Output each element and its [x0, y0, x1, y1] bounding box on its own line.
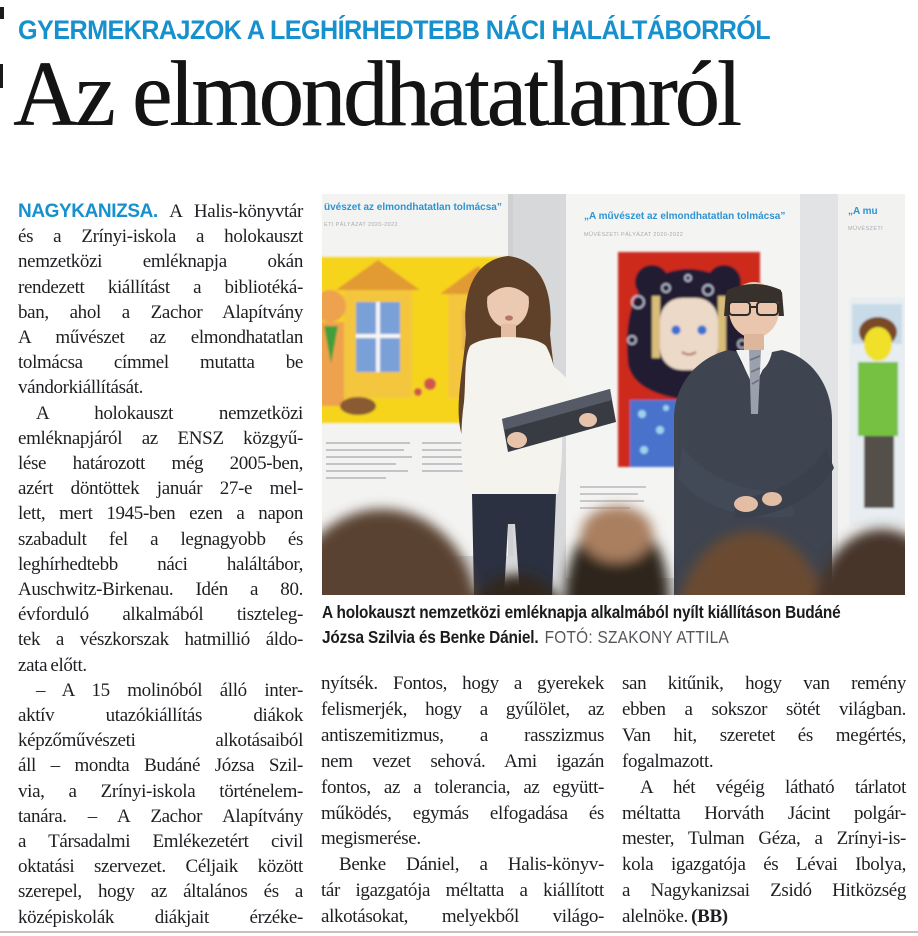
- banner-subtitle-left: ETI PÁLYÁZAT 2020-2022: [324, 222, 398, 228]
- caption-line2: Józsa Szilvia és Benke Dániel.: [322, 627, 539, 647]
- body-line: mester, Tulman Géza, a Zrínyi-is-: [622, 828, 906, 850]
- body-line: rendezett kiállítást a bibliotéká-: [18, 276, 303, 298]
- body-line: áll – mondta Budáné Józsa Szil-: [18, 755, 303, 777]
- body-line: via, a Zrínyi-iskola történelem-: [18, 780, 303, 802]
- body-line: nemzetközi emléknapja okán: [18, 251, 303, 273]
- body-line: középiskolák diákjait érzéke-: [18, 906, 303, 928]
- body-line: A hét végéig látható tárlatot: [640, 776, 906, 798]
- body-line: A holokauszt nemzetközi: [36, 402, 303, 424]
- body-line: alelnöke. (BB): [622, 906, 728, 928]
- drawing-child-figure: [850, 298, 905, 526]
- photo-credit: FOTÓ: SZAKONY ATTILA: [544, 627, 729, 647]
- body-line: fontos, az a tolerancia, az együtt-: [321, 776, 604, 798]
- body-line: fogalmazott.: [622, 750, 714, 772]
- body-line: NAGYKANIZSA. A Halis-könyvtár: [18, 201, 303, 222]
- body-line: ebben a sokszor sötét világban.: [622, 698, 906, 720]
- page-edge-mark: [0, 7, 4, 19]
- body-line: évforduló alkalmából tiszteleg-: [18, 604, 303, 626]
- banner-title-left: üvészet az elmondhatatlan tolmácsa”: [324, 202, 502, 213]
- body-line: A művészet az elmondhatatlan: [18, 327, 303, 349]
- page-edge-mark: [0, 64, 3, 88]
- banner-title-center: „A művészet az elmondhatatlan tolmácsa”: [584, 211, 786, 222]
- body-line: szerepel, hogy az általános és a: [18, 881, 303, 903]
- photo-caption: [322, 600, 905, 650]
- banner-subtitle-right: MŰVÉSZETI: [848, 226, 884, 232]
- banner-subtitle-center: MŰVÉSZETI PÁLYÁZAT 2020-2022: [584, 232, 684, 238]
- banner-right: [838, 194, 905, 580]
- body-line: aktív utazókiállítás diákok: [18, 705, 303, 727]
- body-line: alkotásokat, melyekből világo-: [321, 906, 604, 928]
- body-line: emléknapjáról az ENSZ közgyű-: [18, 427, 303, 449]
- body-line: Van hit, szeretet és megértés,: [622, 724, 906, 746]
- banner-title-right: „A mu: [848, 206, 878, 217]
- body-line: – A 15 molinóból álló inter-: [36, 679, 303, 701]
- body-line: Benke Dániel, a Halis-könyv-: [339, 854, 604, 876]
- headline: Az elmondhatatlanról: [13, 43, 739, 146]
- body-line: felismerjék, hogy a gyűlölet, az: [321, 698, 604, 720]
- body-line: tár igazgatója méltatta a kiállított: [321, 880, 604, 902]
- body-line: zata előtt.: [18, 654, 87, 676]
- body-line: lett, mert 1945-ben ezen a napon: [18, 503, 303, 525]
- body-line: azért döntöttek január 27-e mel-: [18, 478, 303, 500]
- body-line: oktatási szervezet. Céljaik között: [18, 856, 303, 878]
- body-line: a Társadalmi Emlékezetért civil: [18, 831, 303, 853]
- article-photo: [322, 194, 905, 595]
- body-line: képzőművészeti alkotásaiból: [18, 730, 303, 752]
- article-column-left: [18, 199, 303, 930]
- body-line: tek a vészkorszak hatmillió áldo-: [18, 629, 303, 651]
- body-line: ban, ahol a Zachor Alapítvány: [18, 301, 303, 323]
- body-line: nyítsék. Fontos, hogy a gyerekek: [321, 673, 604, 694]
- body-line: méltatta Horváth Jácint polgár-: [622, 802, 906, 824]
- article-column-middle: [321, 671, 604, 930]
- body-line: nem vezet sehová. Ami igazán: [321, 750, 604, 772]
- body-line: antiszemitizmus, a rasszizmus: [321, 724, 604, 746]
- body-line: leghírhedtebb náci haláltábor,: [18, 553, 303, 575]
- caption-line1: A holokauszt nemzetközi emléknapja alkalmából nyílt kiállításon Budáné: [322, 602, 841, 622]
- dateline: NAGYKANIZSA.: [18, 201, 158, 222]
- body-line: a Nagykanizsai Zsidó Hitközség: [622, 880, 906, 902]
- article-column-right: [622, 671, 906, 930]
- body-line: vándorkiállítását.: [18, 377, 144, 399]
- body-line: kola igazgatója és Lévai Ibolya,: [622, 854, 906, 876]
- body-line: tanára. – A Zachor Alapítvány: [18, 805, 303, 827]
- body-line: megismerése.: [321, 828, 421, 850]
- bottom-rule: [0, 931, 918, 933]
- body-line: san kitűnik, hogy van remény: [622, 673, 906, 694]
- body-line: működés, egymás elfogadása és: [321, 802, 604, 824]
- body-line: Auschwitz-Birkenau. Idén a 80.: [18, 579, 303, 601]
- body-line: tolmácsa címmel mutatta be: [18, 352, 303, 374]
- body-line: lése határozott még 2005-ben,: [18, 453, 303, 475]
- body-line: és a Zrínyi-iskola a holokauszt: [18, 226, 303, 248]
- body-line: szabadult fel a legnagyobb és: [18, 528, 303, 550]
- kicker: GYERMEKRAJZOK A LEGHÍRHEDTEBB NÁCI HALÁLTÁBORRÓL: [18, 15, 771, 45]
